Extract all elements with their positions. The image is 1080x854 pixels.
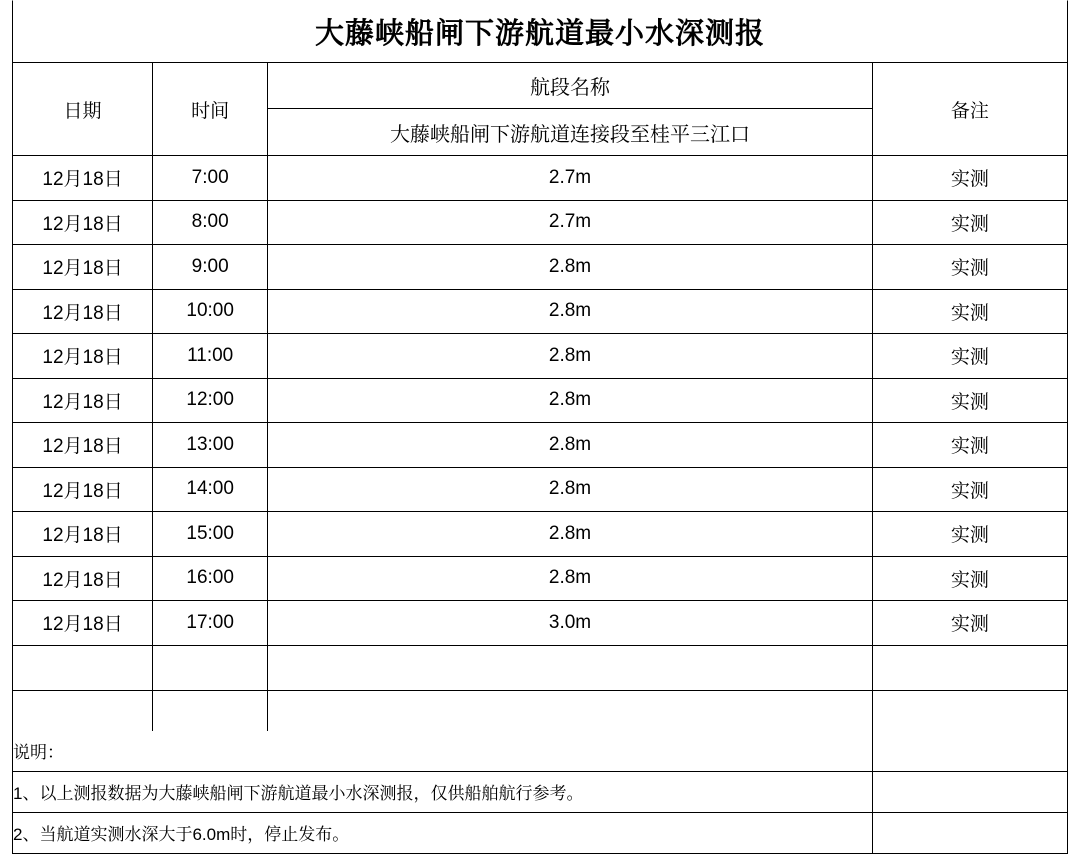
cell-date: 12月18日 (13, 423, 153, 468)
cell-depth: 2.7m (268, 156, 873, 201)
spacer-cell (872, 691, 1067, 731)
cell-time (153, 645, 268, 690)
cell-depth: 2.8m (268, 289, 873, 334)
cell-date: 12月18日 (13, 378, 153, 423)
notes-grid (12, 691, 1068, 854)
cell-depth: 2.8m (268, 556, 873, 601)
table-body (13, 156, 1068, 691)
cell-depth: 2.8m (268, 423, 873, 468)
note-item-2: 2、当航道实测水深大于6.0m时，停止发布。 (13, 812, 873, 853)
cell-remark: 实测 (872, 334, 1067, 379)
cell-remark: 实测 (872, 200, 1067, 245)
table-row (13, 334, 1068, 379)
cell-time: 11:00 (153, 334, 268, 379)
cell-time: 12:00 (153, 378, 268, 423)
column-header-section (268, 63, 873, 156)
page-title: 大藤峡船闸下游航道最小水深测报 (314, 18, 765, 50)
cell-remark: 实测 (872, 289, 1067, 334)
table-row (13, 467, 1068, 512)
cell-time: 9:00 (153, 245, 268, 290)
table-row (13, 200, 1068, 245)
cell-depth (268, 645, 873, 690)
cell-date: 12月18日 (13, 156, 153, 201)
notes-heading-row (13, 731, 1068, 772)
table-row (13, 601, 1068, 646)
header-row (13, 63, 1068, 156)
column-header-date: 日期 (13, 63, 153, 156)
cell-remark: 实测 (872, 378, 1067, 423)
notes-section (12, 691, 1068, 854)
cell-remark: 实测 (872, 512, 1067, 557)
notes-spacer-row (13, 691, 1068, 731)
cell-date: 12月18日 (13, 334, 153, 379)
cell-remark: 实测 (872, 601, 1067, 646)
report-title-row (12, 0, 1068, 62)
cell-time: 7:00 (153, 156, 268, 201)
cell-time: 15:00 (153, 512, 268, 557)
table-row (13, 423, 1068, 468)
spacer-cell (13, 691, 153, 731)
table-row (13, 556, 1068, 601)
table-row (13, 156, 1068, 201)
cell-date: 12月18日 (13, 601, 153, 646)
cell-remark: 实测 (872, 556, 1067, 601)
cell-date: 12月18日 (13, 200, 153, 245)
cell-remark: 实测 (872, 245, 1067, 290)
cell-remark: 实测 (872, 423, 1067, 468)
cell-date: 12月18日 (13, 512, 153, 557)
cell-date: 12月18日 (13, 245, 153, 290)
cell-depth: 2.8m (268, 467, 873, 512)
cell-time: 14:00 (153, 467, 268, 512)
cell-depth: 3.0m (268, 601, 873, 646)
cell-remark (872, 645, 1067, 690)
note-item-1: 1、以上测报数据为大藤峡船闸下游航道最小水深测报，仅供船舶航行参考。 (13, 771, 873, 812)
spacer-cell (153, 691, 268, 731)
cell-date: 12月18日 (13, 289, 153, 334)
note-blank-1 (872, 771, 1067, 812)
table-row (13, 378, 1068, 423)
cell-depth: 2.8m (268, 245, 873, 290)
cell-date: 12月18日 (13, 467, 153, 512)
note-blank-2 (872, 812, 1067, 853)
table-header (13, 63, 1068, 156)
cell-depth: 2.8m (268, 334, 873, 379)
note-row (13, 812, 1068, 853)
notes-heading-blank (872, 731, 1067, 772)
cell-date: 12月18日 (13, 556, 153, 601)
column-header-remark: 备注 (872, 63, 1067, 156)
section-group-label: 航段名称 (268, 63, 872, 109)
table-row (13, 245, 1068, 290)
table-row (13, 289, 1068, 334)
cell-time: 17:00 (153, 601, 268, 646)
cell-date (13, 645, 153, 690)
table-row (13, 645, 1068, 690)
cell-time: 8:00 (153, 200, 268, 245)
column-header-time: 时间 (153, 63, 268, 156)
cell-remark: 实测 (872, 156, 1067, 201)
table-row (13, 512, 1068, 557)
cell-depth: 2.8m (268, 512, 873, 557)
spacer-cell (268, 691, 873, 731)
cell-time: 10:00 (153, 289, 268, 334)
cell-remark: 实测 (872, 467, 1067, 512)
cell-depth: 2.8m (268, 378, 873, 423)
cell-time: 16:00 (153, 556, 268, 601)
water-depth-table (12, 62, 1068, 691)
section-name-label: 大藤峡船闸下游航道连接段至桂平三江口 (390, 123, 750, 146)
notes-heading: 说明： (13, 731, 873, 772)
note-row (13, 771, 1068, 812)
cell-depth: 2.7m (268, 200, 873, 245)
cell-time: 13:00 (153, 423, 268, 468)
